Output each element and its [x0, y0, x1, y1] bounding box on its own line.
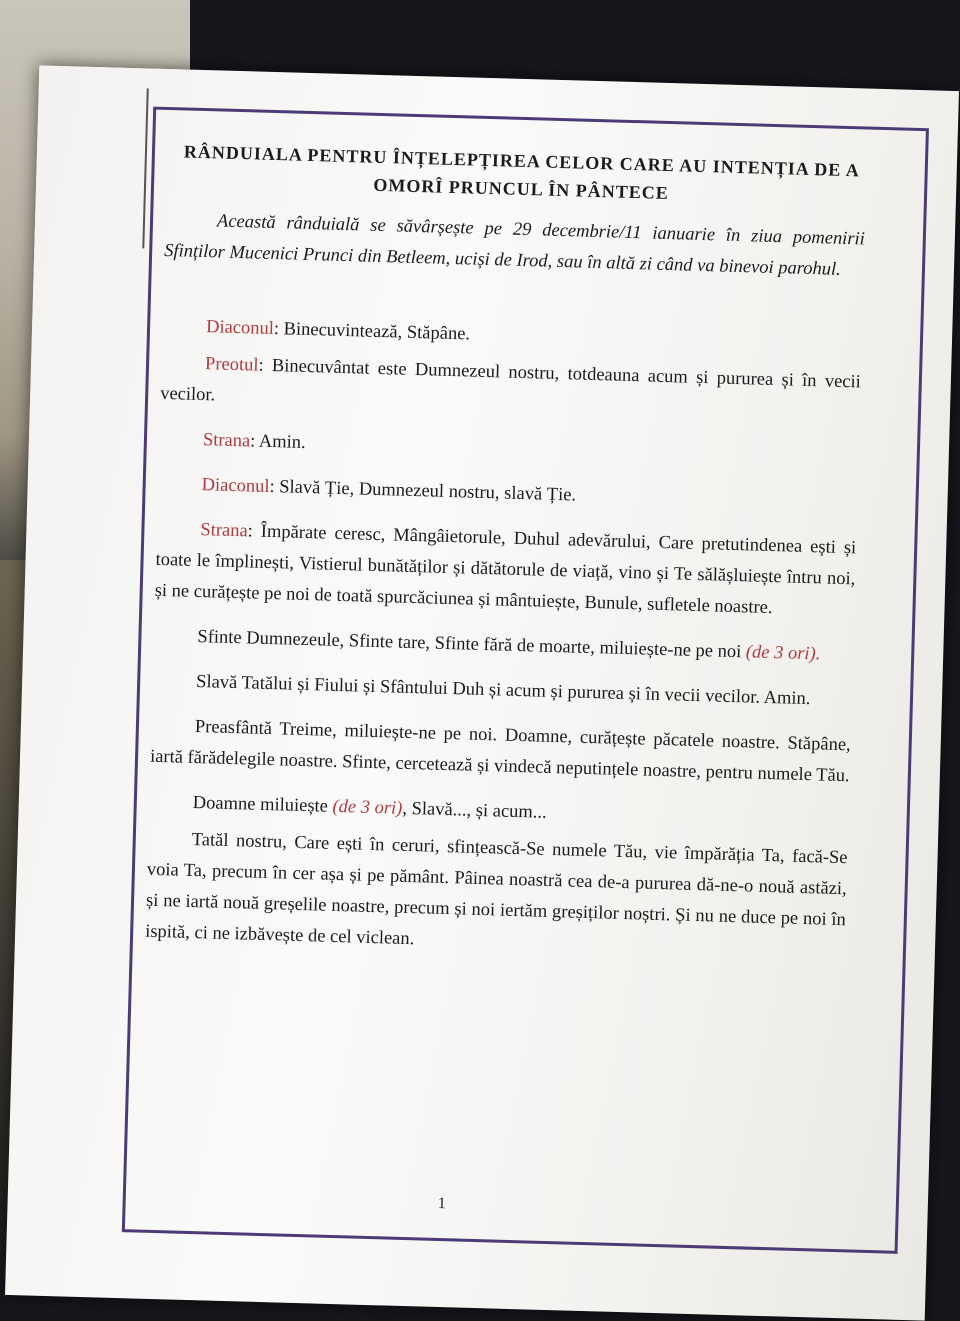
- speaker-label: Strana: [202, 430, 251, 452]
- speaker-label: Preotul: [204, 354, 259, 376]
- line-text: : Împărate ceresc, Mângâietorule, Duhul adevărului, Care pretutindenea ești și toate le împlinești, Vistierul bunătăților și dătătorule de viață, vino și Te sălășluiește întru noi, și ne curățește pe noi de toată spurcăciunea și mântuiește, Bunule, sufletele noastre.: [154, 521, 857, 619]
- document-title: RÂNDUIALA PENTRU ÎNȚELEPȚIREA CELOR CARE AU INTENȚIA DE A OMORÎ PRUNCUL ÎN PÂNTECE: [183, 141, 861, 204]
- line-priest: [160, 348, 861, 430]
- line-choir-1: [159, 424, 860, 475]
- repeat-note: (de 3 ori): [332, 796, 403, 819]
- speaker-label: Diaconul: [201, 475, 270, 497]
- line-choir-2: [154, 514, 856, 627]
- prayer-text: , Slavă..., și acum...: [402, 798, 547, 823]
- document-body: [145, 137, 868, 973]
- speaker-label: Diaconul: [205, 317, 275, 340]
- glory-prayer: Slavă Tatălui și Fiului și Sfântului Duh și acum și pururea și în vecii vecilor. Amin.: [195, 672, 811, 710]
- prayer-text: Doamne miluiește: [192, 792, 333, 817]
- speaker-label: Strana: [200, 520, 248, 542]
- trinity-prayer: Preasfântă Treime, miluiește-ne pe noi. Doamne, curățește păcatele noastre. Stăpâne, iartă fărădelegile noastre. Sfinte, cercetează și vindecă neputințele noastre, pentru numele Tău.: [149, 717, 851, 787]
- line-text: : Amin.: [249, 431, 306, 453]
- repeat-note: (de 3 ori).: [745, 642, 821, 665]
- line-text: : Slavă Ție, Dumnezeul nostru, slavă Ție.: [269, 476, 577, 506]
- line-text: : Binecuvântat este Dumnezeul nostru, totdeauna acum și pururea și în vecii vecilor.: [159, 355, 862, 406]
- page-number: 1: [437, 1194, 446, 1213]
- paper-sheet: [5, 65, 959, 1320]
- trisagion: [153, 621, 854, 672]
- line-text: : Binecuvintează, Stăpâne.: [273, 319, 471, 345]
- prayer-text: Sfinte Dumnezeule, Sfinte tare, Sfinte fără de moarte, miluiește-ne pe noi: [197, 627, 747, 663]
- left-rule: [142, 88, 148, 248]
- line-deacon-2: [157, 469, 858, 520]
- intro-rubric: Această rânduială se săvârșește pe 29 decembrie/11 ianuarie în ziua pomenirii Sfinților Mucenici Prunci din Betleem, uciși de Irod, sau în altă zi când va binevoi parohul.: [163, 211, 866, 280]
- lords-prayer: Tatăl nostru, Care ești în ceruri, sfințească-Se numele Tău, vie împărăția Ta, facă-Se voia Ta, precum în cer așa și pe pământ. Pâinea noastră cea de-a pururea dă-ne-o nouă astăzi, și ne iartă nouă greșelile noastre, precum și noi iertăm greșiților noștri. Și nu ne duce pe noi în ispită, ci ne izbăvește de cel viclean.: [144, 829, 848, 950]
